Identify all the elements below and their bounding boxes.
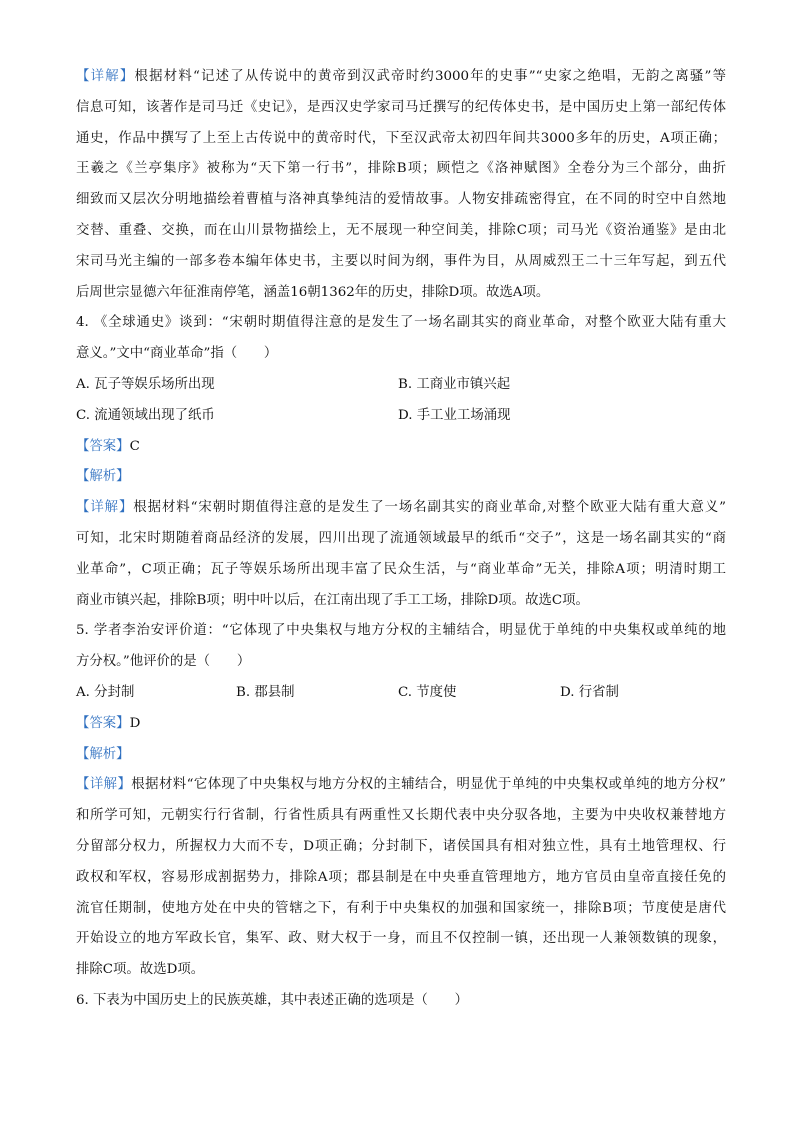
q5-detail-line-4: 政权和军权，容易形成割据势力，排除A项；郡县制是在中央垂直管理地方，地方官员由皇帝直接任免的: [76, 869, 726, 885]
q3-detail-line-8: 后周世宗显德六年征淮南停笔，涵盖16朝1362年的历史，排除D项。故选A项。: [76, 284, 550, 300]
answer-tag: 【答案】: [76, 438, 130, 454]
q5-option-d: D. 行省制: [560, 684, 619, 700]
q5-analysis-heading: [76, 740, 726, 771]
q5-stem-line-2: 方分权。”他评价的是（ ）: [76, 654, 251, 670]
analysis-tag: 【解析】: [76, 746, 130, 762]
q4-detail-line-1: 【详解】根据材料“宋朝时期值得注意的是发生了一场名副其实的商业革命,对整个欧亚大陆有重大意义”: [76, 500, 726, 516]
q4-detail-line-3: 业革命”，C项正确；瓦子等娱乐场所出现丰富了民众生活，与“商业革命”无关，排除A项；明清时期工: [76, 561, 726, 577]
q3-detail-line-6: 交替、重叠、交换，而在山川景物描绘上，无不展现一种空间美，排除C项；司马光《资治通鉴》是由北: [76, 222, 726, 238]
q5-option-b: B. 郡县制: [236, 684, 295, 700]
answer-tag: 【答案】: [76, 715, 130, 731]
q4-options-row-1: [76, 370, 726, 401]
q4-stem-line-2: 意义。”文中“商业革命”指（ ）: [76, 346, 278, 362]
q4-detail-line-2: 可知，北宋时期随着商品经济的发展，四川出现了流通领域最早的纸币“交子”，这是一场名副其实的“商: [76, 530, 726, 546]
q3-detail-line-5: 细致而又层次分明地描绘着曹植与洛神真挚纯洁的爱情故事。人物安排疏密得宜，在不同的时空中自然地: [76, 192, 726, 208]
q4-analysis-heading: [76, 462, 726, 493]
q5-stem-line-1: 5. 学者李治安评价道：“它体现了中央集权与地方分权的主辅结合，明显优于单纯的中央集权或单纯的地: [76, 623, 726, 639]
document-page: [76, 62, 726, 1017]
q3-detail-line-2: 信息可知，该著作是司马迁《史记》，是西汉史学家司马迁撰写的纪传体史书，是中国历史上第一部纪传体: [76, 99, 726, 115]
q5-detail-line-2: 和所学可知，元朝实行行省制，行省性质具有两重性又长期代表中央分驭各地，主要为中央收权兼替地方: [76, 808, 726, 824]
q3-detail-line-4: 王羲之《兰亭集序》被称为“天下第一行书”，排除B项；顾恺之《洛神赋图》全卷分为三个部分，曲折: [76, 161, 726, 177]
q5-detail-line-5: 流官任期制，使地方处在中央的管辖之下，有利于中央集权的加强和国家统一，排除B项；节度使是唐代: [76, 900, 726, 916]
q4-option-c: C. 流通领域出现了纸币: [76, 407, 215, 423]
q5-options-row: [76, 678, 726, 709]
q5-detail-line-1: 【详解】根据材料“它体现了中央集权与地方分权的主辅结合，明显优于单纯的中央集权或单纯的地方分权”: [76, 777, 726, 793]
q4-option-a: A. 瓦子等娱乐场所出现: [76, 376, 215, 392]
detail-tag: 【详解】: [76, 777, 132, 793]
q5-answer-value: D: [129, 715, 141, 731]
q5-answer: [76, 709, 726, 740]
q4-detail-line-4: 商业市镇兴起，排除B项；明中叶以后，在江南出现了手工工场，排除D项。故选C项。: [76, 592, 589, 608]
q4-option-b: B. 工商业市镇兴起: [398, 376, 511, 392]
q4-answer-value: C: [129, 438, 140, 454]
q4-options-row-2: [76, 401, 726, 432]
q3-detail-line-7: 宋司马光主编的一部多卷本编年体史书，主要以时间为纲，事件为目，从周威烈王二十三年写起，到五代: [76, 253, 726, 269]
q5-option-a: A. 分封制: [76, 684, 135, 700]
q4-answer: [76, 432, 726, 463]
q6-stem: 6. 下表为中国历史上的民族英雄，其中表述正确的选项是（ ）: [76, 992, 468, 1008]
detail-tag: 【详解】: [76, 500, 134, 516]
analysis-tag: 【解析】: [76, 469, 130, 485]
q5-detail-line-3: 分留部分权力，所握权力大而不专，D项正确；分封制下，诸侯国具有相对独立性，具有土地管理权、行: [76, 838, 726, 854]
detail-tag: 【详解】: [76, 69, 135, 84]
q5-detail-line-7: 排除C项。故选D项。: [76, 962, 205, 978]
q4-option-d: D. 手工业工场涌现: [398, 407, 511, 423]
q5-option-c: C. 节度使: [398, 684, 457, 700]
q3-detail-line-1: 【详解】根据材料“记述了从传说中的黄帝到汉武帝时约3000年的史事”“史家之绝唱，无韵之离骚”等: [76, 69, 726, 84]
q4-stem-line-1: 4. 《全球通史》谈到：“宋朝时期值得注意的是发生了一场名副其实的商业革命，对整个欧亚大陆有重大: [76, 315, 726, 331]
q5-detail-line-6: 开始设立的地方军政长官，集军、政、财大权于一身，而且不仅控制一镇，还出现一人兼领数镇的现象，: [76, 931, 726, 947]
q3-detail-line-3: 通史，作品中撰写了上至上古传说中的黄帝时代，下至汉武帝太初四年间共3000多年的历史，A项正确；: [76, 130, 726, 146]
